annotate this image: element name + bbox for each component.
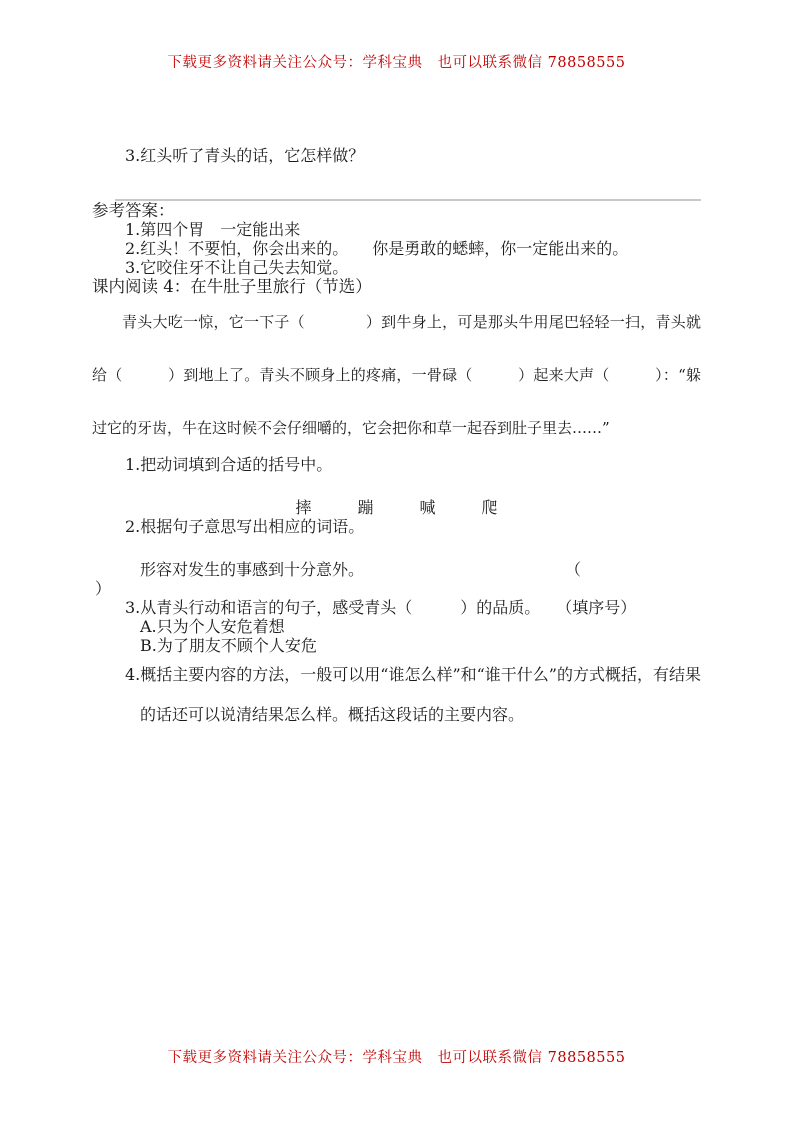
question-1: 1.把动词填到合适的括号中。 [125, 455, 333, 474]
answer-open-paren: （ [565, 560, 582, 579]
question-4: 4.概括主要内容的方法，一般可以用“谁怎么样”和“谁干什么”的方式概括，有结果的话还可以说清结果怎么样。概括这段话的主要内容。 [125, 665, 701, 724]
answer-item-3: 3.它咬住牙不让自己失去知觉。 [125, 258, 349, 277]
question-3-option-a: A.只为个人安危着想 [140, 617, 285, 636]
verb-word-bank [92, 498, 701, 517]
answer-item-2: 2.红头！不要怕，你会出来的。 你是勇敢的蟋蟀，你一定能出来的。 [125, 239, 629, 258]
footer-promo-notice: 下载更多资料请关注公众号：学科宝典 也可以联系微信 78858555 [167, 1050, 626, 1066]
reading-section-heading: 课内阅读 4：在牛肚子里旅行（节选） [92, 277, 372, 296]
question-2-clue-row [92, 560, 701, 579]
page-content [92, 146, 701, 735]
question-3-option-b: B.为了朋友不顾个人安危 [140, 636, 317, 655]
verb-option-pa: 爬 [481, 498, 498, 517]
verb-option-han: 喊 [419, 498, 436, 517]
answer-item-1: 1.第四个胃 一定能出来 [125, 220, 301, 239]
verb-option-shuai: 摔 [295, 498, 312, 517]
prior-question-3: 3.红头听了青头的话，它怎样做？ [125, 146, 365, 165]
answer-close-paren: ） [95, 579, 112, 598]
answer-key-heading: 参考答案： [92, 201, 175, 220]
question-2: 2.根据句子意思写出相应的词语。 [125, 517, 365, 536]
verb-option-beng: 蹦 [357, 498, 374, 517]
header-promo-notice: 下载更多资料请关注公众号：学科宝典 也可以联系微信 78858555 [167, 55, 626, 71]
question-2-clue: 形容对发生的事感到十分意外。 [140, 560, 365, 579]
question-3: 3.从青头行动和语言的句子，感受青头（ ）的品质。 （填序号） [125, 598, 637, 617]
reading-passage: 青头大吃一惊，它一下子（ ）到牛身上，可是那头牛用尾巴轻轻一扫，青头就给（ ）到地上了。青头不顾身上的疼痛，一骨碌（ ）起来大声（ ）：“躲过它的牙齿，牛在这时候不会仔细嚼的，它会把你和草一起吞到肚子里去……” [92, 313, 701, 437]
